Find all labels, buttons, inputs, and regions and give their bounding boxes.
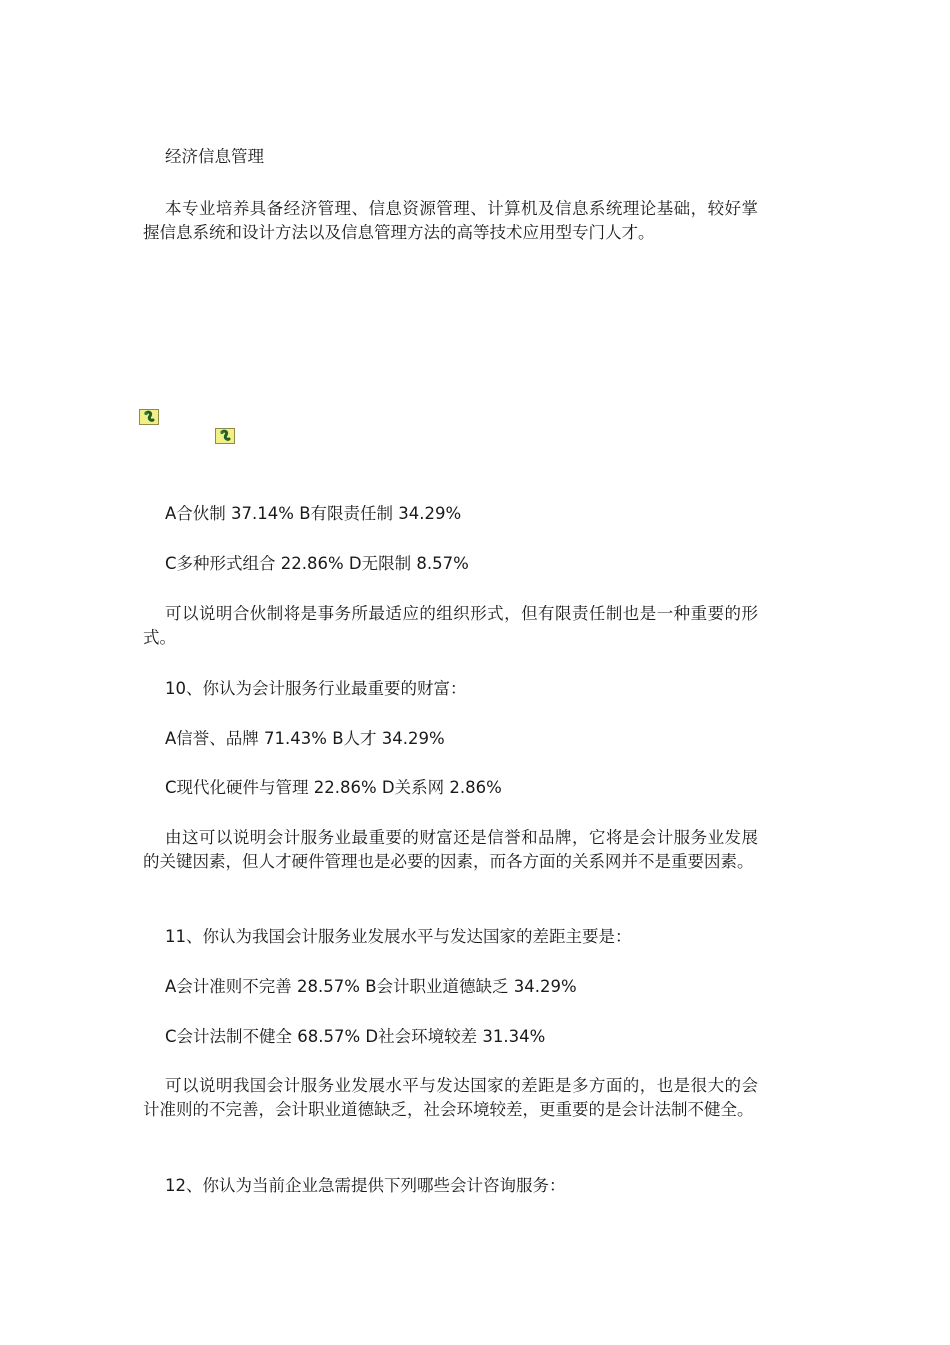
q9-conclusion: 可以说明合伙制将是事务所最适应的组织形式，但有限责任制也是一种重要的形式。: [143, 604, 758, 647]
intro-paragraph: 本专业培养具备经济管理、信息资源管理、计算机及信息系统理论基础，较好掌握信息系统和设计方法以及信息管理方法的高等技术应用型专门人才。: [143, 199, 758, 242]
broken-image-icon: [215, 428, 235, 444]
q11-options-line-2: C会计法制不健全 68.57% D社会环境较差 31.34%: [165, 1027, 546, 1046]
section-heading: 经济信息管理: [165, 147, 264, 166]
q10-conclusion: 由这可以说明会计服务业最重要的财富还是信誉和品牌，它将是会计服务业发展的关键因素，但人才硬件管理也是必要的因素，而各方面的关系网并不是重要因素。: [143, 828, 758, 871]
broken-image-icon: [139, 409, 159, 425]
q9-options-line-2: C多种形式组合 22.86% D无限制 8.57%: [165, 554, 469, 573]
q10-question: 10、你认为会计服务行业最重要的财富：: [165, 679, 467, 698]
q10-options-line-1: A信誉、品牌 71.43% B人才 34.29%: [165, 729, 445, 748]
q12-question: 12、你认为当前企业急需提供下列哪些会计咨询服务：: [165, 1176, 566, 1195]
q10-options-line-2: C现代化硬件与管理 22.86% D关系网 2.86%: [165, 778, 502, 797]
q11-options-line-1: A会计准则不完善 28.57% B会计职业道德缺乏 34.29%: [165, 977, 577, 996]
q9-options-line-1: A合伙制 37.14% B有限责任制 34.29%: [165, 504, 462, 523]
q11-question: 11、你认为我国会计服务业发展水平与发达国家的差距主要是：: [165, 927, 632, 946]
q11-conclusion: 可以说明我国会计服务业发展水平与发达国家的差距是多方面的，也是很大的会计准则的不完善，会计职业道德缺乏，社会环境较差，更重要的是会计法制不健全。: [143, 1076, 758, 1119]
